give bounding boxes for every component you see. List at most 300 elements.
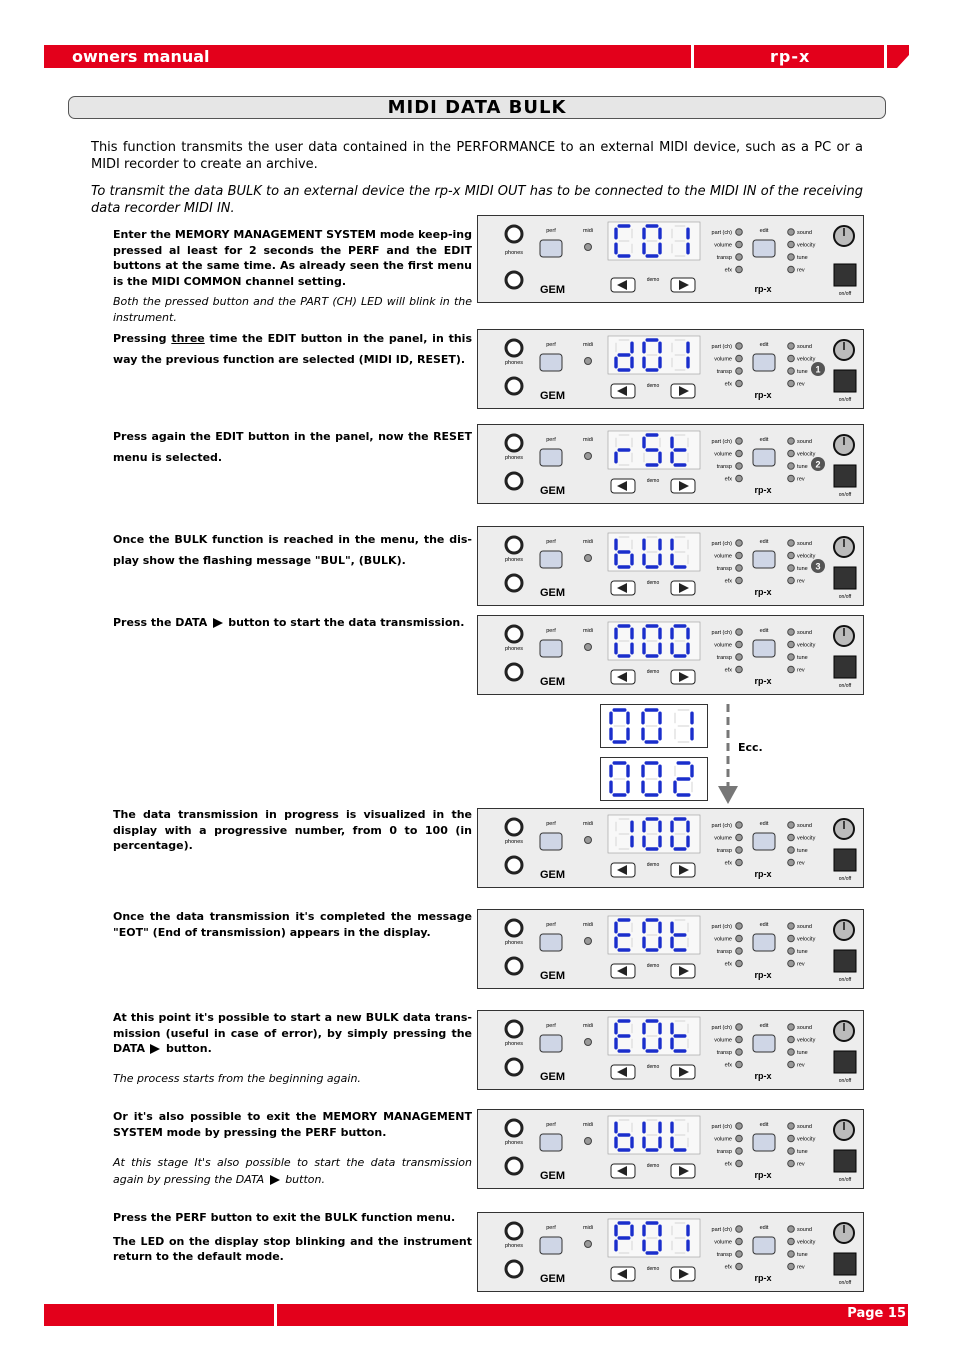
param-label: part (ch) (711, 1025, 732, 1031)
step-6-text: The data transmission in progress is visualized in the display with a progressive number, from 0 to 100 (in percentage). (113, 808, 472, 852)
param-led-icon (736, 948, 743, 955)
step-10-text-1: Press the PERF button to exit the BULK function menu. (113, 1211, 456, 1224)
param-label: rev (797, 578, 805, 585)
param-label: volume (714, 936, 732, 943)
param-led-icon (736, 1135, 743, 1142)
callout-number: 3 (815, 561, 821, 572)
perf-button[interactable] (540, 1134, 562, 1151)
param-label: tune (797, 1149, 808, 1155)
perf-label: perf (546, 539, 556, 545)
param-led-icon (788, 577, 795, 584)
jack-icon (506, 537, 522, 553)
param-led-icon (788, 822, 795, 829)
model-label: rp-x (754, 587, 772, 597)
param-led-icon (788, 229, 795, 236)
edit-button[interactable] (753, 934, 775, 951)
param-label: sound (797, 1124, 812, 1130)
play-triangle-icon (270, 1175, 280, 1185)
param-led-icon (736, 1123, 743, 1130)
jack-icon (506, 226, 522, 242)
midi-label: midi (582, 821, 594, 827)
step-2-text-b: time the EDIT button in the panel, in this way the previous function are selected (MIDI ID, RESET). (113, 332, 472, 366)
control-panel-7 (477, 909, 864, 989)
gem-logo: GEM (540, 1273, 566, 1285)
control-panel-8 (477, 1010, 864, 1090)
param-led-icon (788, 948, 795, 955)
jack-icon (506, 626, 522, 642)
onoff-label: on/off (838, 1280, 852, 1286)
midi-led-icon (585, 453, 592, 460)
midi-label: midi (582, 437, 594, 443)
play-triangle-icon (213, 618, 223, 628)
param-led-icon (736, 1263, 743, 1270)
step-9-note-b: button. (285, 1173, 325, 1186)
model-label: rp-x (754, 284, 772, 294)
param-label: velocity (797, 1239, 816, 1246)
step-2-text-a: Pressing (113, 332, 172, 345)
demo-label: demo (646, 277, 660, 283)
step-9-text: Or it's also possible to exit the MEMORY MANAGEMENT SYSTEM mode by pressing the PERF button. (113, 1110, 472, 1139)
param-led-icon (736, 822, 743, 829)
midi-label: midi (582, 342, 594, 348)
step-8 (113, 1010, 472, 1086)
power-button[interactable] (834, 1150, 856, 1172)
param-label: sound (797, 1227, 812, 1233)
param-label: sound (797, 230, 812, 236)
midi-led-icon (585, 1138, 592, 1145)
param-label: velocity (797, 242, 816, 249)
jack-icon (506, 1223, 522, 1239)
progress-readout (611, 710, 692, 742)
param-label: tune (797, 655, 808, 661)
perf-button[interactable] (540, 354, 562, 371)
onoff-label: on/off (838, 1078, 852, 1084)
perf-button[interactable] (540, 833, 562, 850)
edit-button[interactable] (753, 833, 775, 850)
step-8-text-a: At this point it's possible to start a new BULK data trans-mission (useful in case of error), by simply pressing the DATA (113, 1011, 472, 1055)
param-led-icon (736, 1024, 743, 1031)
param-led-icon (788, 380, 795, 387)
demo-label: demo (646, 669, 660, 675)
edit-button[interactable] (753, 449, 775, 466)
perf-label: perf (546, 228, 556, 234)
param-led-icon (788, 540, 795, 547)
param-label: sound (797, 823, 812, 829)
control-panel-10 (477, 1212, 864, 1292)
edit-button[interactable] (753, 640, 775, 657)
param-label: efx (724, 578, 732, 585)
demo-label: demo (646, 383, 660, 389)
perf-label: perf (546, 922, 556, 928)
onoff-label: on/off (838, 977, 852, 983)
param-led-icon (788, 859, 795, 866)
play-triangle-icon (150, 1044, 160, 1054)
control-panel-6 (477, 808, 864, 888)
perf-label: perf (546, 1023, 556, 1029)
param-label: efx (724, 476, 732, 483)
midi-led-icon (585, 358, 592, 365)
edit-label: edit (759, 1122, 769, 1128)
param-led-icon (736, 254, 743, 261)
param-led-icon (736, 847, 743, 854)
demo-label: demo (646, 862, 660, 868)
demo-label: demo (646, 1163, 660, 1169)
intro-paragraph: This function transmits the user data contained in the PERFORMANCE to an external MIDI device, such as a PC or a MIDI recorder to create an archive. (91, 140, 863, 172)
power-button[interactable] (834, 950, 856, 972)
param-led-icon (736, 654, 743, 661)
param-label: part (ch) (711, 630, 732, 636)
param-label: sound (797, 1025, 812, 1031)
model-label: rp-x (754, 390, 772, 400)
power-button[interactable] (834, 656, 856, 678)
step-9-note (113, 1154, 472, 1188)
param-label: velocity (797, 936, 816, 943)
param-label: rev (797, 476, 805, 483)
perf-label: perf (546, 437, 556, 443)
demo-label: demo (646, 478, 660, 484)
param-label: transp (716, 949, 732, 955)
param-label: transp (716, 369, 732, 375)
jack-icon (506, 1120, 522, 1136)
param-led-icon (788, 1024, 795, 1031)
model-label: rp-x (754, 970, 772, 980)
jack-icon (506, 435, 522, 451)
step-2-underline: three (171, 332, 205, 345)
step-9 (113, 1109, 472, 1188)
param-led-icon (788, 641, 795, 648)
step-5 (113, 615, 472, 631)
param-led-icon (736, 380, 743, 387)
param-led-icon (736, 1148, 743, 1155)
gem-logo: GEM (540, 1170, 566, 1182)
gem-logo: GEM (540, 390, 566, 402)
step-1-text: Enter the MEMORY MANAGEMENT SYSTEM mode keep-ing pressed al least for 2 seconds the PERF and the EDIT buttons at the same time. As already seen the first menu is the MIDI COMMON channel setting. (113, 228, 472, 288)
param-label: efx (724, 381, 732, 388)
param-led-icon (736, 343, 743, 350)
edit-label: edit (759, 1225, 769, 1231)
param-led-icon (736, 960, 743, 967)
step-1 (113, 227, 472, 325)
param-led-icon (788, 475, 795, 482)
param-led-icon (788, 1036, 795, 1043)
power-button[interactable] (834, 567, 856, 589)
param-led-icon (788, 1049, 795, 1056)
phones-label: phones (504, 360, 524, 366)
param-led-icon (736, 438, 743, 445)
param-led-icon (736, 552, 743, 559)
param-led-icon (736, 463, 743, 470)
param-led-icon (736, 565, 743, 572)
jack-icon (506, 664, 522, 680)
perf-button[interactable] (540, 240, 562, 257)
perf-button[interactable] (540, 1035, 562, 1052)
onoff-label: on/off (838, 492, 852, 498)
param-led-icon (736, 834, 743, 841)
param-led-icon (788, 463, 795, 470)
param-label: part (ch) (711, 541, 732, 547)
page-number: Page 15 (847, 1306, 906, 1321)
param-led-icon (736, 577, 743, 584)
param-led-icon (788, 565, 795, 572)
param-led-icon (788, 1226, 795, 1233)
param-label: transp (716, 1149, 732, 1155)
param-label: tune (797, 848, 808, 854)
gem-logo: GEM (540, 485, 566, 497)
demo-label: demo (646, 1064, 660, 1070)
param-led-icon (788, 552, 795, 559)
param-label: part (ch) (711, 823, 732, 829)
param-led-icon (788, 960, 795, 967)
edit-label: edit (759, 228, 769, 234)
midi-label: midi (582, 1023, 594, 1029)
gem-logo: GEM (540, 869, 566, 881)
param-label: volume (714, 1239, 732, 1246)
param-label: sound (797, 344, 812, 350)
step-4-text: Once the BULK function is reached in the menu, the dis-play show the flashing message "BUL", (BULK). (113, 533, 472, 567)
param-label: velocity (797, 1136, 816, 1143)
callout-number: 2 (815, 459, 821, 470)
section-title-box (68, 96, 886, 119)
control-panel-1 (477, 215, 864, 303)
jack-icon (506, 272, 522, 288)
midi-label: midi (582, 539, 594, 545)
jack-icon (506, 473, 522, 489)
param-led-icon (736, 450, 743, 457)
param-led-icon (788, 368, 795, 375)
param-label: part (ch) (711, 439, 732, 445)
param-label: transp (716, 1252, 732, 1258)
param-led-icon (736, 266, 743, 273)
param-led-icon (736, 859, 743, 866)
param-led-icon (788, 629, 795, 636)
param-label: efx (724, 1264, 732, 1271)
midi-led-icon (585, 244, 592, 251)
param-led-icon (788, 654, 795, 661)
param-led-icon (788, 1135, 795, 1142)
perf-label: perf (546, 1225, 556, 1231)
param-led-icon (736, 540, 743, 547)
param-led-icon (736, 666, 743, 673)
phones-label: phones (504, 940, 524, 946)
param-led-icon (736, 355, 743, 362)
onoff-label: on/off (838, 1177, 852, 1183)
edit-button[interactable] (753, 1134, 775, 1151)
phones-label: phones (504, 455, 524, 461)
power-button[interactable] (834, 465, 856, 487)
step-9-note-a: At this stage It's also possible to start the data transmission again by pressing the DATA (113, 1156, 472, 1186)
param-label: volume (714, 642, 732, 649)
edit-button[interactable] (753, 354, 775, 371)
gem-logo: GEM (540, 1071, 566, 1083)
midi-label: midi (582, 228, 594, 234)
step-5-text-b: button to start the data transmission. (228, 616, 465, 629)
perf-button[interactable] (540, 934, 562, 951)
phones-label: phones (504, 250, 524, 256)
footer-bar-right (277, 1304, 908, 1326)
edit-button[interactable] (753, 1035, 775, 1052)
edit-label: edit (759, 1023, 769, 1029)
power-button[interactable] (834, 264, 856, 286)
step-4 (113, 529, 472, 571)
power-button[interactable] (834, 1051, 856, 1073)
phones-label: phones (504, 1243, 524, 1249)
param-label: tune (797, 255, 808, 261)
edit-button[interactable] (753, 551, 775, 568)
param-led-icon (788, 923, 795, 930)
edit-button[interactable] (753, 1237, 775, 1254)
param-label: velocity (797, 642, 816, 649)
onoff-label: on/off (838, 594, 852, 600)
param-label: rev (797, 1161, 805, 1168)
jack-icon (506, 1021, 522, 1037)
param-led-icon (788, 1263, 795, 1270)
param-led-icon (788, 266, 795, 273)
progress-readout (611, 763, 692, 795)
param-label: tune (797, 1050, 808, 1056)
param-label: efx (724, 1161, 732, 1168)
perf-button[interactable] (540, 640, 562, 657)
param-label: tune (797, 949, 808, 955)
param-led-icon (788, 1123, 795, 1130)
model-label: rp-x (754, 676, 772, 686)
param-led-icon (788, 1160, 795, 1167)
param-led-icon (736, 935, 743, 942)
param-label: part (ch) (711, 230, 732, 236)
jack-icon (506, 1059, 522, 1075)
perf-button[interactable] (540, 551, 562, 568)
manual-title: owners manual (72, 47, 210, 66)
param-label: rev (797, 381, 805, 388)
param-label: volume (714, 1037, 732, 1044)
jack-icon (506, 575, 522, 591)
perf-label: perf (546, 342, 556, 348)
param-led-icon (788, 847, 795, 854)
param-led-icon (736, 629, 743, 636)
param-led-icon (736, 641, 743, 648)
step-2 (113, 328, 472, 370)
param-label: volume (714, 451, 732, 458)
midi-led-icon (585, 644, 592, 651)
section-title: MIDI DATA BULK (387, 97, 567, 118)
callout-number: 1 (815, 364, 821, 375)
step-8-note: The process starts from the beginning again. (113, 1071, 361, 1085)
param-led-icon (788, 343, 795, 350)
param-led-icon (788, 1251, 795, 1258)
param-led-icon (788, 254, 795, 261)
param-led-icon (736, 241, 743, 248)
step-8-text-b: button. (165, 1042, 212, 1055)
param-label: part (ch) (711, 1227, 732, 1233)
param-label: tune (797, 464, 808, 470)
onoff-label: on/off (838, 291, 852, 297)
perf-button[interactable] (540, 1237, 562, 1254)
ecc-label: Ecc. (738, 741, 763, 754)
jack-icon (506, 1158, 522, 1174)
param-label: tune (797, 566, 808, 572)
param-led-icon (736, 1238, 743, 1245)
step-10-text-2: The LED on the display stop blinking and the instrument return to the default mode. (113, 1234, 472, 1263)
param-led-icon (736, 475, 743, 482)
demo-label: demo (646, 963, 660, 969)
edit-label: edit (759, 539, 769, 545)
power-button[interactable] (834, 849, 856, 871)
param-led-icon (736, 1160, 743, 1167)
param-label: transp (716, 255, 732, 261)
param-label: velocity (797, 553, 816, 560)
param-led-icon (788, 935, 795, 942)
midi-led-icon (585, 938, 592, 945)
edit-label: edit (759, 342, 769, 348)
param-label: velocity (797, 356, 816, 363)
gem-logo: GEM (540, 587, 566, 599)
perf-label: perf (546, 1122, 556, 1128)
param-led-icon (736, 1036, 743, 1043)
param-label: volume (714, 242, 732, 249)
param-label: rev (797, 961, 805, 968)
control-panel-3 (477, 424, 864, 504)
jack-icon (506, 378, 522, 394)
edit-label: edit (759, 821, 769, 827)
phones-label: phones (504, 839, 524, 845)
midi-led-icon (585, 1241, 592, 1248)
perf-label: perf (546, 628, 556, 634)
param-led-icon (736, 368, 743, 375)
param-label: rev (797, 667, 805, 674)
param-label: transp (716, 566, 732, 572)
param-led-icon (736, 1049, 743, 1056)
param-label: transp (716, 1050, 732, 1056)
param-led-icon (788, 666, 795, 673)
param-led-icon (788, 241, 795, 248)
param-label: rev (797, 1264, 805, 1271)
power-button[interactable] (834, 1253, 856, 1275)
step-1-note: Both the pressed button and the PART (CH) LED will blink in the instrument. (113, 295, 472, 324)
edit-label: edit (759, 628, 769, 634)
phones-label: phones (504, 1140, 524, 1146)
param-label: volume (714, 835, 732, 842)
progress-display-2 (600, 757, 708, 801)
param-label: velocity (797, 451, 816, 458)
param-label: part (ch) (711, 344, 732, 350)
step-7-text: Once the data transmission it's completed the message "EOT" (End of transmission) appears in the display. (113, 910, 472, 939)
model-label: rp-x (754, 485, 772, 495)
gem-logo: GEM (540, 970, 566, 982)
edit-button[interactable] (753, 240, 775, 257)
param-label: sound (797, 439, 812, 445)
perf-button[interactable] (540, 449, 562, 466)
gem-logo: GEM (540, 676, 566, 688)
step-7 (113, 909, 472, 940)
jack-icon (506, 819, 522, 835)
step-5-text-a: Press the DATA (113, 616, 208, 629)
param-label: efx (724, 267, 732, 274)
power-button[interactable] (834, 370, 856, 392)
onoff-label: on/off (838, 397, 852, 403)
phones-label: phones (504, 1041, 524, 1047)
param-label: transp (716, 848, 732, 854)
param-led-icon (736, 923, 743, 930)
midi-label: midi (582, 1122, 594, 1128)
param-label: efx (724, 961, 732, 968)
model-label: rp-x (754, 1273, 772, 1283)
step-10 (113, 1210, 472, 1265)
param-led-icon (788, 450, 795, 457)
param-led-icon (788, 355, 795, 362)
midi-led-icon (585, 837, 592, 844)
jack-icon (506, 1261, 522, 1277)
footer-bar-left (44, 1304, 274, 1326)
param-label: rev (797, 1062, 805, 1069)
